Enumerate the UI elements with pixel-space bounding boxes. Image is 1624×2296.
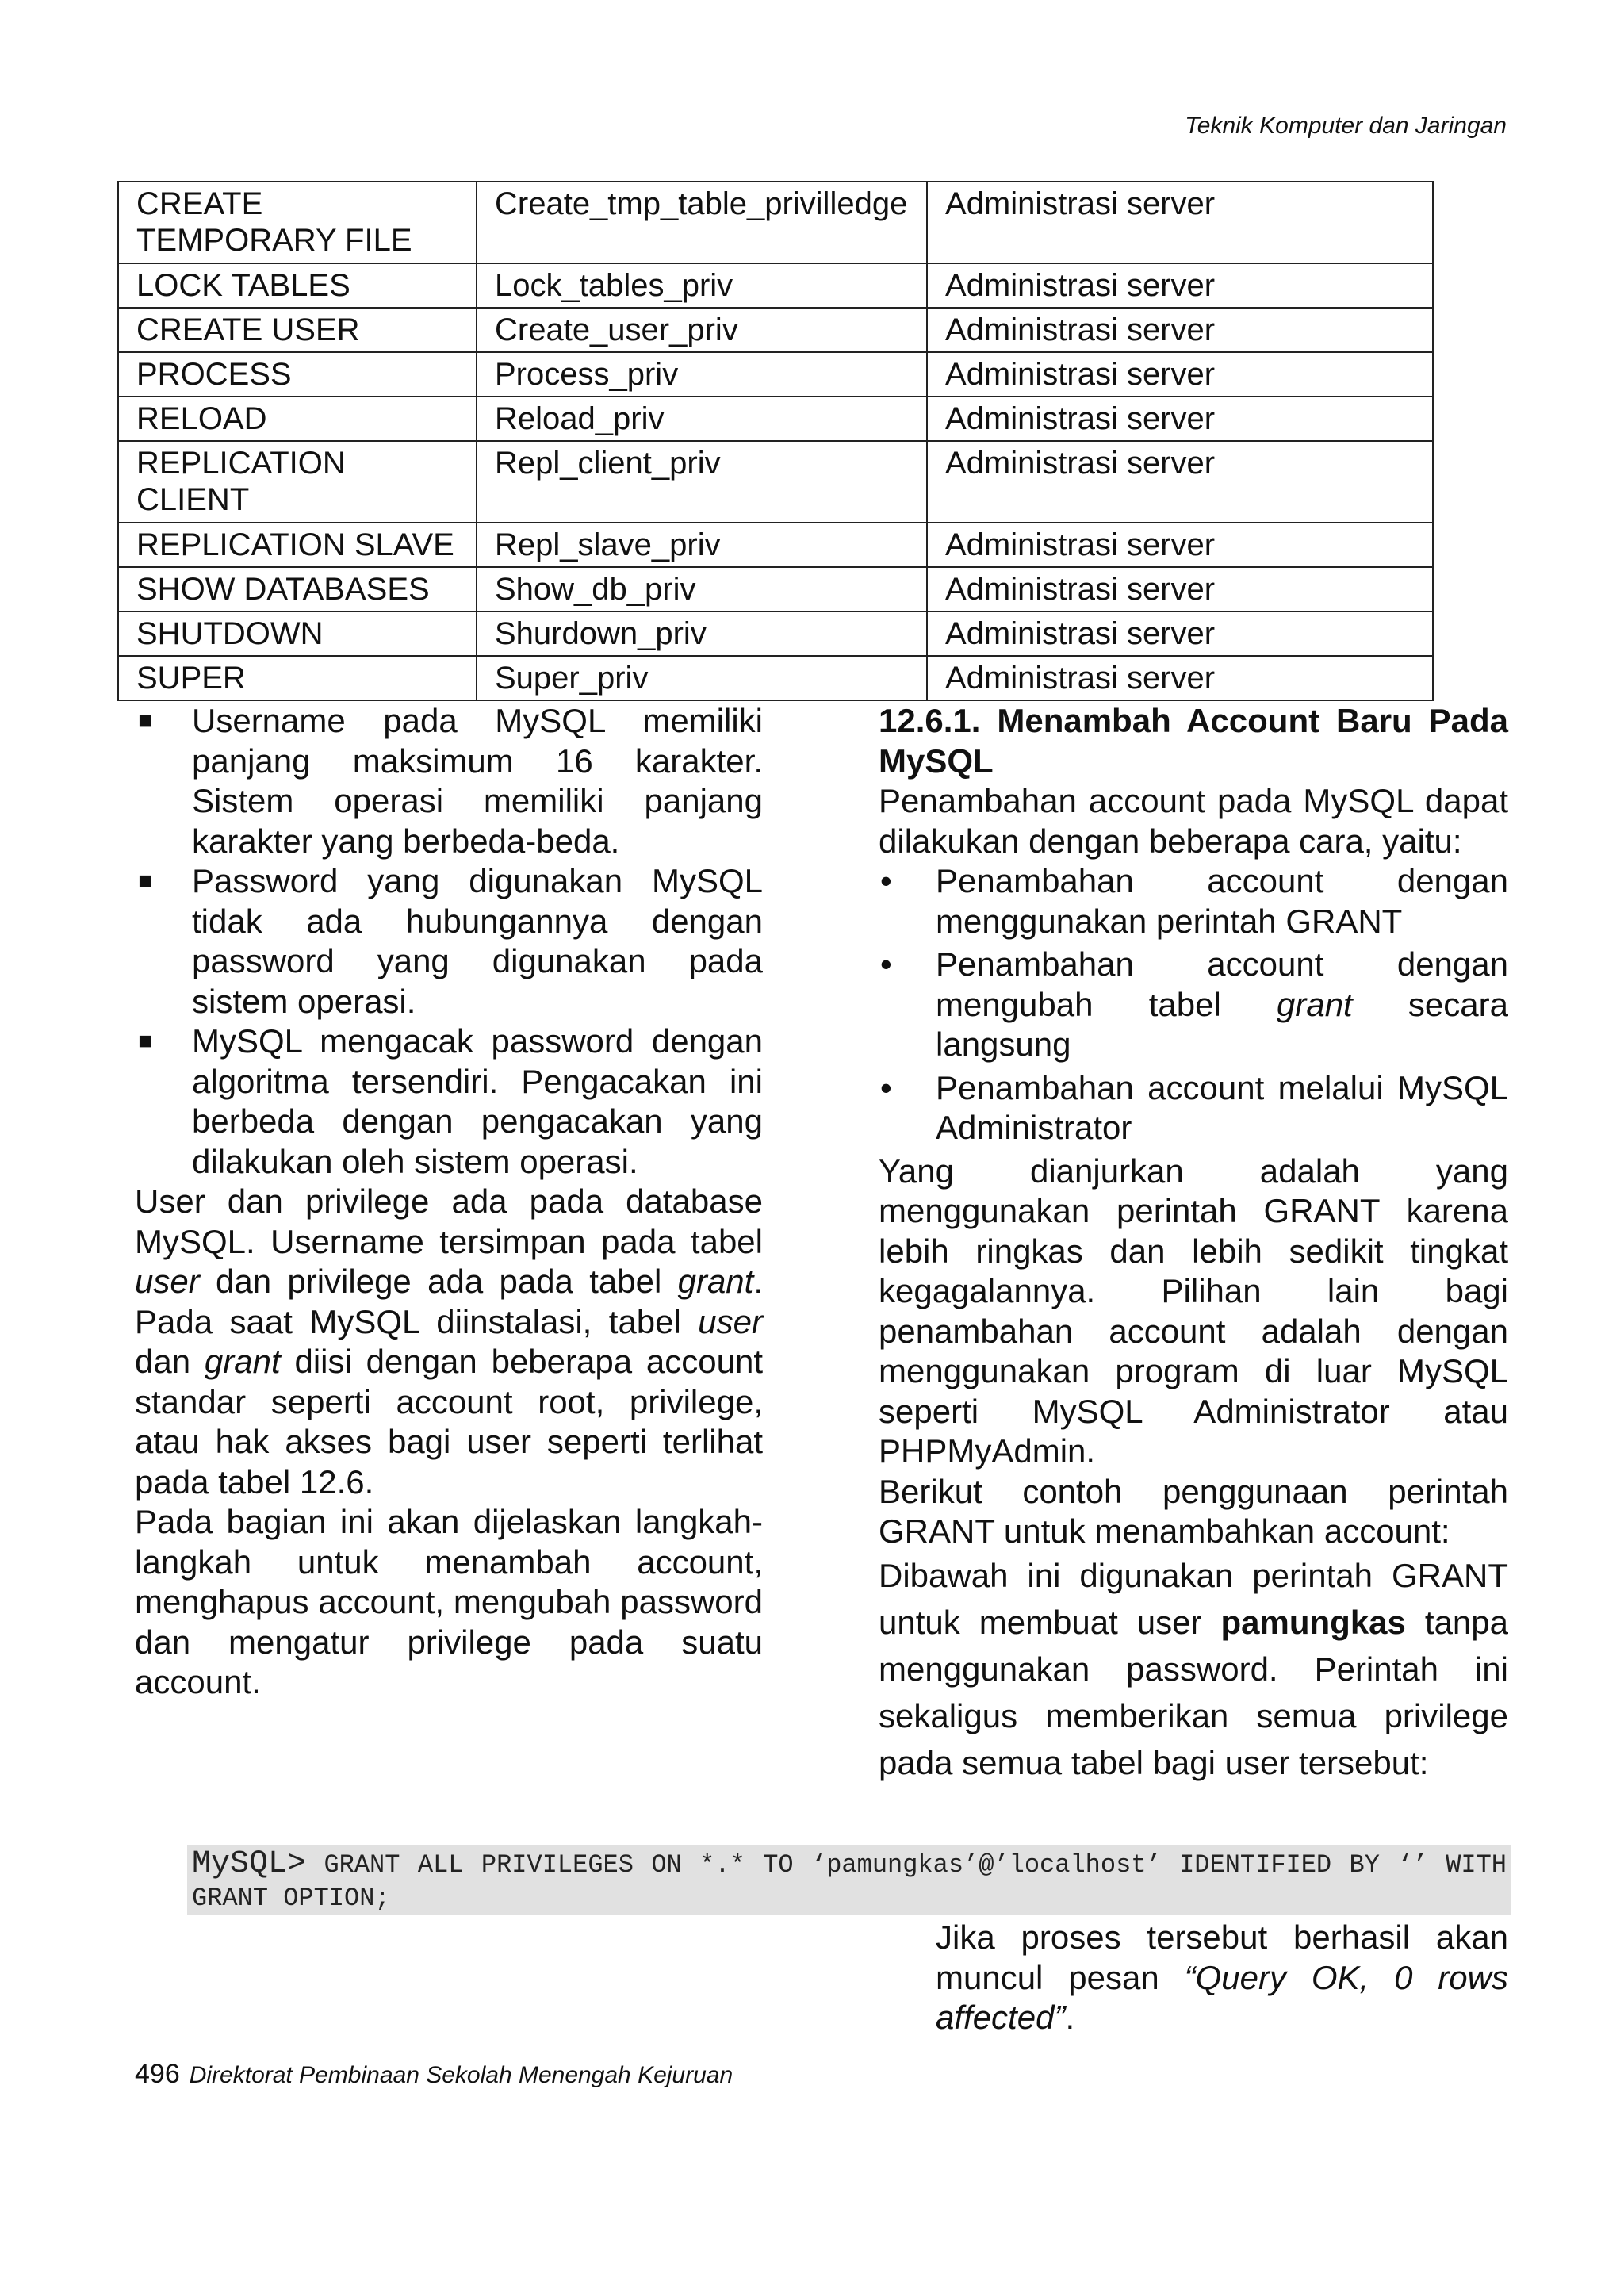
bullet-icon: •: [880, 945, 892, 983]
privilege-table: [117, 181, 1434, 701]
list-item-text: Username pada MySQL memiliki panjang maksimum 16 karakter. Sistem operasi memiliki panjang karakter yang berbeda-beda.: [192, 702, 763, 860]
running-header: Teknik Komputer dan Jaringan: [1185, 113, 1507, 139]
list-item: [879, 861, 1508, 941]
table-row: [118, 567, 1433, 611]
list-item: [879, 1068, 1508, 1148]
column-cell: Super_priv: [477, 656, 927, 700]
table-row: [118, 397, 1433, 441]
privilege-cell: SHUTDOWN: [118, 611, 477, 656]
right-column: [879, 701, 1508, 1786]
privilege-cell: PROCESS: [118, 352, 477, 397]
text-run: Dibawah ini digunakan perintah GRANT untuk membuat user: [879, 1556, 1508, 1641]
context-cell: Administrasi server: [927, 263, 1433, 308]
privilege-cell: LOCK TABLES: [118, 263, 477, 308]
context-cell: Administrasi server: [927, 308, 1433, 352]
paragraph: Penambahan account pada MySQL dapat dilakukan dengan beberapa cara, yaitu:: [879, 782, 1508, 860]
sql-command: GRANT ALL PRIVILEGES ON *.* TO ‘pamungkas’@’localhost’ IDENTIFIED BY ‘’ WITH GRANT OPTION;: [192, 1850, 1507, 1913]
table-row: [118, 523, 1433, 567]
list-item: [135, 861, 763, 1022]
italic-term: user: [135, 1263, 200, 1300]
paragraph: [879, 1552, 1508, 1786]
list-item: [135, 701, 763, 861]
result-paragraph: [936, 1918, 1508, 2038]
paragraph: Berikut contoh penggunaan perintah GRANT untuk menambahkan account:: [879, 1472, 1508, 1550]
column-cell: Lock_tables_priv: [477, 263, 927, 308]
square-bullet-icon: ■: [138, 1028, 153, 1054]
column-cell: Create_tmp_table_privilledge: [477, 182, 927, 263]
bullet-icon: •: [880, 862, 892, 899]
text-run: Jika proses tersebut berhasil akan muncul pesan: [936, 1918, 1508, 1996]
italic-term: user: [698, 1302, 763, 1340]
list-item-text: Password yang digunakan MySQL tidak ada hubungannya dengan password yang digunakan pada sistem operasi.: [192, 862, 763, 1020]
table-row: [118, 441, 1433, 523]
list-item-text: MySQL mengacak password dengan algoritma tersendiri. Pengacakan ini berbeda dengan pengacakan yang dilakukan oleh sistem operasi.: [192, 1022, 763, 1180]
privilege-cell: REPLICATION SLAVE: [118, 523, 477, 567]
text-run: User dan privilege ada pada database MySQL. Username tersimpan pada tabel: [135, 1182, 763, 1260]
privilege-cell: CREATE TEMPORARY FILE: [118, 182, 477, 263]
square-bullet-icon: ■: [138, 868, 153, 894]
context-cell: Administrasi server: [927, 656, 1433, 700]
left-column: [135, 701, 763, 1703]
text-run: dan: [135, 1343, 205, 1380]
paragraph: Pada bagian ini akan dijelaskan langkah-langkah untuk menambah account, menghapus account, mengubah password dan mengatur privilege pada suatu account.: [135, 1503, 763, 1700]
code-block: [187, 1845, 1511, 1915]
table-row: [118, 308, 1433, 352]
page-footer: [135, 2059, 733, 2090]
text-run: .: [1065, 1999, 1075, 2036]
context-cell: Administrasi server: [927, 397, 1433, 441]
column-cell: Repl_slave_priv: [477, 523, 927, 567]
list-item-text: Penambahan account dengan menggunakan perintah GRANT: [936, 862, 1508, 940]
column-cell: Reload_priv: [477, 397, 927, 441]
square-bullet-icon: ■: [138, 707, 153, 734]
column-cell: Repl_client_priv: [477, 441, 927, 523]
bold-term: pamungkas: [1220, 1603, 1406, 1641]
context-cell: Administrasi server: [927, 567, 1433, 611]
privilege-cell: RELOAD: [118, 397, 477, 441]
context-cell: Administrasi server: [927, 523, 1433, 567]
list-item-text: Penambahan account melalui MySQL Administrator: [936, 1068, 1508, 1146]
text-run: tanpa menggunakan password. Perintah ini sekaligus memberikan semua privilege pada semua tabel bagi user tersebut:: [879, 1603, 1508, 1781]
page-number: 496: [135, 2059, 180, 2089]
privilege-cell: CREATE USER: [118, 308, 477, 352]
context-cell: Administrasi server: [927, 352, 1433, 397]
column-cell: Shurdown_priv: [477, 611, 927, 656]
italic-term: grant: [677, 1263, 754, 1300]
list-item: [135, 1022, 763, 1182]
dot-bullet-list: [879, 861, 1508, 1148]
text-run: . Pada saat MySQL diinstalasi, tabel: [135, 1263, 763, 1340]
mysql-prompt: MySQL>: [192, 1846, 307, 1882]
footer-organization: Direktorat Pembinaan Sekolah Menengah Kejuruan: [189, 2062, 733, 2088]
table-row: [118, 352, 1433, 397]
list-item: [879, 945, 1508, 1065]
text-run: diisi dengan beberapa account standar seperti account root, privilege, atau hak akses bagi user seperti terlihat pada tabel 12.6.: [135, 1343, 764, 1501]
context-cell: Administrasi server: [927, 182, 1433, 263]
column-cell: Create_user_priv: [477, 308, 927, 352]
paragraph: Yang dianjurkan adalah yang menggunakan perintah GRANT karena lebih ringkas dan lebih sedikit tingkat kegagalannya. Pilihan lain bagi penambahan account adalah dengan menggunakan program di luar MySQL seperti MySQL Administrator atau PHPMyAdmin.: [879, 1152, 1508, 1470]
context-cell: Administrasi server: [927, 611, 1433, 656]
list-item-text: [936, 945, 1508, 1063]
table-row: [118, 611, 1433, 656]
privilege-cell: REPLICATION CLIENT: [118, 441, 477, 523]
italic-term: grant: [1276, 985, 1353, 1023]
italic-term: grant: [204, 1343, 281, 1380]
privilege-cell: SHOW DATABASES: [118, 567, 477, 611]
table-row: [118, 263, 1433, 308]
context-cell: Administrasi server: [927, 441, 1433, 523]
table-row: [118, 182, 1433, 263]
italic-term: “Query OK, 0 rows affected”: [936, 1958, 1508, 2036]
section-heading: 12.6.1. Menambah Account Baru Pada MySQL: [879, 702, 1508, 780]
column-cell: Process_priv: [477, 352, 927, 397]
column-cell: Show_db_priv: [477, 567, 927, 611]
square-bullet-list: [135, 701, 763, 1182]
text-run: secara langsung: [936, 985, 1508, 1063]
text-run: Penambahan account dengan mengubah tabel: [936, 945, 1508, 1023]
bullet-icon: •: [880, 1068, 892, 1106]
privilege-cell: SUPER: [118, 656, 477, 700]
table-row: [118, 656, 1433, 700]
text-run: dan privilege ada pada tabel: [199, 1263, 678, 1300]
paragraph: [135, 1182, 763, 1502]
